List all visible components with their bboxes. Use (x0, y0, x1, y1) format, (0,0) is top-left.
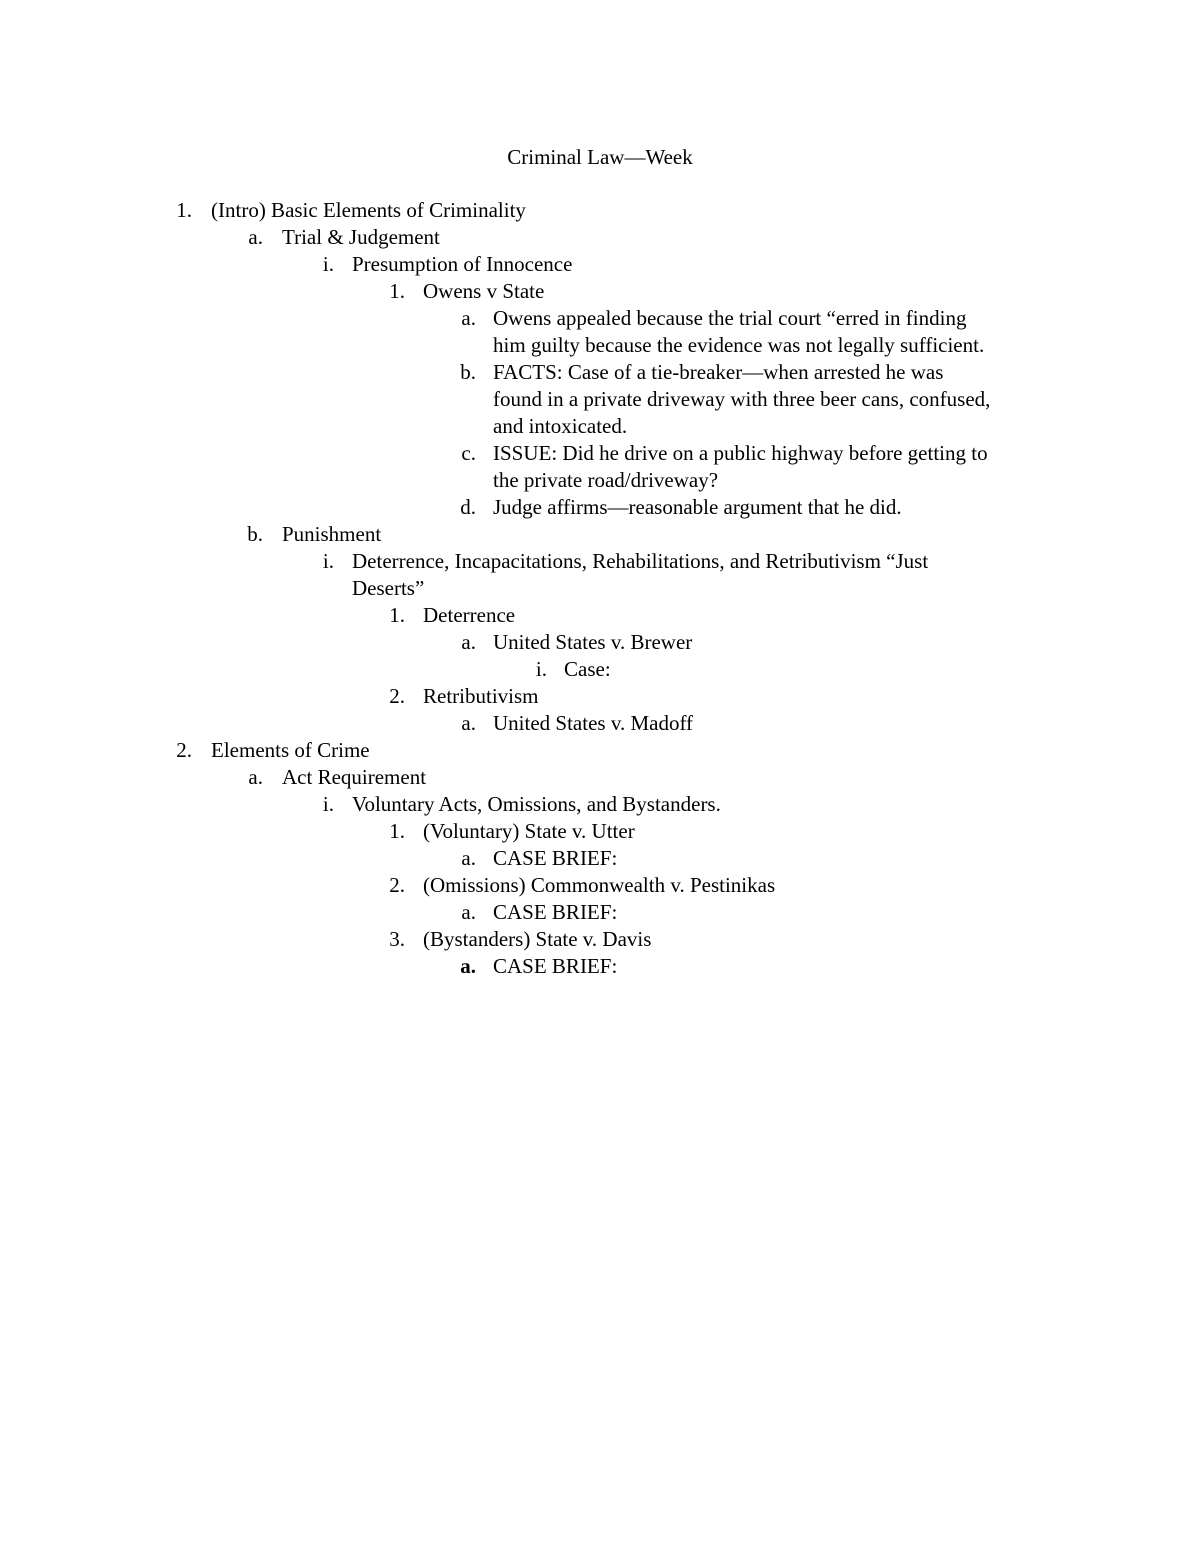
outline-marker: a. (461, 900, 476, 924)
outline-text-line: (Voluntary) State v. Utter (423, 819, 635, 843)
outline-marker: 2. (389, 873, 405, 897)
outline-text-line: him guilty because the evidence was not legally sufficient. (493, 333, 985, 357)
outline-marker: 3. (389, 927, 405, 951)
outline-item (0, 845, 1200, 872)
outline-marker: i. (322, 252, 334, 276)
outline-item (0, 872, 1200, 899)
outline-text-line: (Bystanders) State v. Davis (423, 927, 652, 951)
outline-item (0, 494, 1200, 521)
outline-text (493, 953, 617, 980)
outline-marker: 1. (389, 603, 405, 627)
outline-marker: a. (248, 225, 263, 249)
outline-text (493, 710, 693, 737)
outline-marker: a. (460, 954, 476, 978)
outline-marker: c. (461, 441, 476, 465)
outline-item (0, 953, 1200, 980)
outline-text-line: Act Requirement (282, 765, 427, 789)
outline-text (493, 845, 617, 872)
outline-item (0, 602, 1200, 629)
outline-item (0, 305, 1200, 359)
outline-item (0, 656, 1200, 683)
outline-item (0, 224, 1200, 251)
outline-text-line: Retributivism (423, 684, 539, 708)
outline-item (0, 629, 1200, 656)
outline-text-line: found in a private driveway with three beer cans, confused, (493, 387, 991, 411)
outline-item (0, 737, 1200, 764)
outline-text-line: (Intro) Basic Elements of Criminality (211, 198, 526, 222)
outline-text-line: Deterrence, Incapacitations, Rehabilitations, and Retributivism “Just (352, 549, 929, 573)
outline-text-line: Voluntary Acts, Omissions, and Bystanders. (352, 792, 721, 816)
outline-list (0, 197, 1200, 980)
outline-text-line: United States v. Madoff (493, 711, 694, 735)
outline-text-line: United States v. Brewer (493, 630, 693, 654)
outline-text (423, 926, 651, 953)
outline-marker: b. (460, 360, 476, 384)
outline-text-line: CASE BRIEF: (493, 846, 618, 870)
outline-text-line: Presumption of Innocence (352, 252, 573, 276)
outline-item (0, 251, 1200, 278)
outline-text-line: Judge affirms—reasonable argument that he did. (493, 495, 902, 519)
outline-text (282, 224, 440, 251)
outline-item (0, 548, 1200, 602)
outline-item (0, 764, 1200, 791)
outline-text (282, 764, 426, 791)
outline-item (0, 710, 1200, 737)
outline-text (352, 791, 721, 818)
outline-item (0, 926, 1200, 953)
outline-text-line: Case: (564, 657, 611, 681)
outline-marker: a. (461, 846, 476, 870)
outline-text-line: CASE BRIEF: (493, 954, 618, 978)
outline-text-line: FACTS: Case of a tie-breaker—when arrested he was (493, 360, 944, 384)
outline-text (493, 305, 984, 359)
outline-text (423, 602, 515, 629)
outline-marker: a. (461, 630, 476, 654)
outline-text (493, 494, 902, 521)
outline-marker: a. (461, 711, 476, 735)
outline-text (423, 872, 775, 899)
outline-item (0, 791, 1200, 818)
outline-text-line: Deterrence (423, 603, 516, 627)
outline-text (564, 656, 611, 683)
outline-marker: a. (461, 306, 476, 330)
outline-item (0, 899, 1200, 926)
outline-text-line: Deserts” (352, 576, 425, 600)
outline-item (0, 197, 1200, 224)
outline-text-line: Elements of Crime (211, 738, 370, 762)
outline-marker: 1. (176, 198, 192, 222)
outline-item (0, 521, 1200, 548)
outline-marker: d. (460, 495, 476, 519)
outline-item (0, 683, 1200, 710)
outline-marker: 2. (176, 738, 192, 762)
outline-marker: 2. (389, 684, 405, 708)
outline-item (0, 818, 1200, 845)
outline-text (423, 683, 539, 710)
outline-text-line: and intoxicated. (493, 414, 628, 438)
outline-text (423, 278, 544, 305)
outline-marker: a. (248, 765, 263, 789)
outline-text-line: Owens v State (423, 279, 545, 303)
outline-marker: 1. (389, 819, 405, 843)
outline-text (493, 899, 617, 926)
outline-text-line: ISSUE: Did he drive on a public highway before getting to (493, 441, 988, 465)
outline-text (493, 440, 988, 494)
outline-text (352, 548, 928, 602)
outline-text (211, 737, 370, 764)
document-title: Criminal Law—Week (507, 145, 693, 169)
outline-text-line: (Omissions) Commonwealth v. Pestinikas (423, 873, 776, 897)
outline-item (0, 278, 1200, 305)
outline-text-line: the private road/driveway? (493, 468, 719, 492)
outline-marker: i. (322, 549, 334, 573)
outline-item (0, 359, 1200, 440)
outline-marker: b. (247, 522, 263, 546)
outline-text-line: Punishment (282, 522, 382, 546)
outline-text (282, 521, 381, 548)
outline-text-line: Owens appealed because the trial court “erred in finding (493, 306, 967, 330)
outline-text-line: Trial & Judgement (282, 225, 440, 249)
outline-marker: i. (322, 792, 334, 816)
outline-text (493, 629, 692, 656)
outline-text (493, 359, 990, 440)
outline-text (352, 251, 572, 278)
outline-marker: 1. (389, 279, 405, 303)
outline-text (211, 197, 526, 224)
outline-text-line: CASE BRIEF: (493, 900, 618, 924)
outline-text (423, 818, 635, 845)
outline-item (0, 440, 1200, 494)
outline-marker: i. (535, 657, 547, 681)
